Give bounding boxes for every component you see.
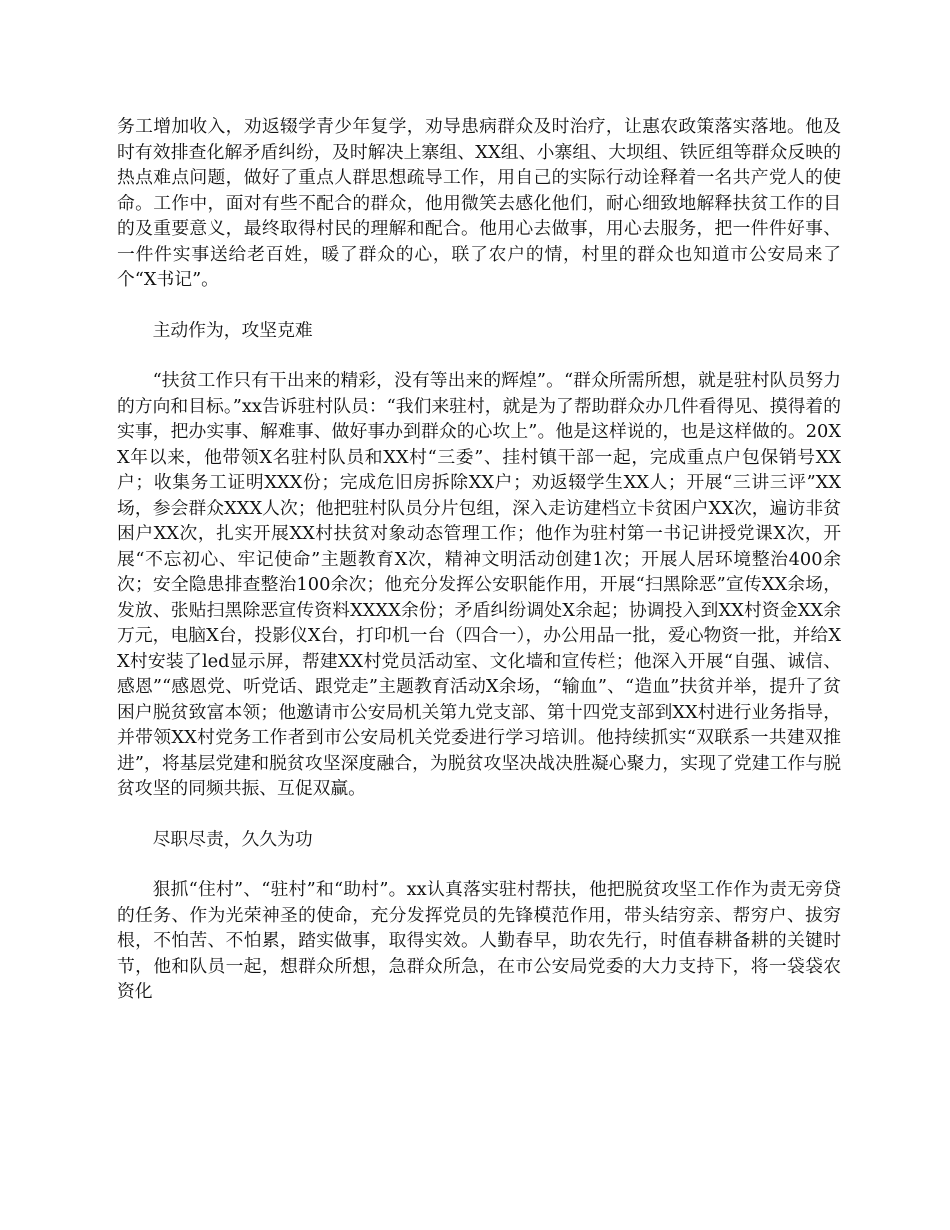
paragraph-proactive: “扶贫工作只有干出来的精彩，没有等出来的辉煌”。“群众所需所想，就是驻村队员努力的方向和目标。”xx告诉驻村队员：“我们来驻村，就是为了帮助群众办几件看得见、摸得着的实事，把办实事、解难事、做好事办到群众的心坎上”。他是这样说的，也是这样做的。20XX年以来，他带领X名驻村队员和XX村“三委”、挂村镇干部一起，完成重点户包保销号XX户；收集务工证明XXX份；完成危旧房拆除XX户；劝返辍学生XX人；开展“三讲三评”XX场，参会群众XXX人次；他把驻村队员分片包组，深入走访建档立卡贫困户XX次，遍访非贫困户XX次，扎实开展XX村扶贫对象动态管理工作；他作为驻村第一书记讲授党课X次，开展“不忘初心、牢记使命”主题教育X次，精神文明活动创建1次；开展人居环境整治400余次；安全隐患排查整治100余次；他充分发挥公安职能作用，开展“扫黑除恶”宣传XX余场，发放、张贴扫黑除恶宣传资料XXXX余份；矛盾纠纷调处X余起；协调投入到XX村资金XX余万元，电脑X台，投影仪X台，打印机一台（四合一），办公用品一批，爱心物资一批，并给XX村安装了led显示屏，帮建XX村党员活动室、文化墙和宣传栏；他深入开展“自强、诚信、感恩”“感恩党、听党话、跟党走”主题教育活动X余场，“输血”、“造血”扶贫并举，提升了贫困户脱贫致富本领；他邀请市公安局机关第九党支部、第十四党支部到XX村进行业务指导，并带领XX村党务工作者到市公安局机关党委进行学习培训。他持续抓实“双联系一共建双推进”，将基层党建和脱贫攻坚深度融合，为脱贫攻坚决战决胜凝心聚力，实现了党建工作与脱贫攻坚的同频共振、互促双赢。 (117, 370, 841, 799)
paragraph-duty: 狠抓“住村”、“驻村”和“助村”。xx认真落实驻村帮扶，他把脱贫攻坚工作作为责无旁贷的任务、作为光荣神圣的使命，充分发挥党员的先锋模范作用，带头结穷亲、帮穷户、拔穷根，不怕苦、不怕累，踏实做事，取得实效。人勤春早，助农先行，时值春耕备耕的关键时节，他和队员一起，想群众所想，急群众所急，在市公安局党委的大力支持下，将一袋袋农资化 (117, 879, 841, 1002)
paragraph-continued: 务工增加收入，劝返辍学青少年复学，劝导患病群众及时治疗，让惠农政策落实落地。他及时有效排查化解矛盾纠纷，及时解决上寨组、XX组、小寨组、大坝组、铁匠组等群众反映的热点难点问题，做好了重点人群思想疏导工作，用自己的实际行动诠释着一名共产党人的使命。工作中，面对有些不配合的群众，他用微笑去感化他们，耐心细致地解释扶贫工作的目的及重要意义，最终取得村民的理解和配合。他用心去做事，用心去服务，把一件件好事、一件件实事送给老百姓，暖了群众的心，联了农户的情，村里的群众也知道市公安局来了个“X书记”。 (117, 116, 841, 290)
section-heading-duty: 尽职尽责，久久为功 (152, 828, 313, 850)
document-body (117, 114, 841, 1005)
section-heading-proactive: 主动作为，攻坚克难 (152, 319, 313, 341)
